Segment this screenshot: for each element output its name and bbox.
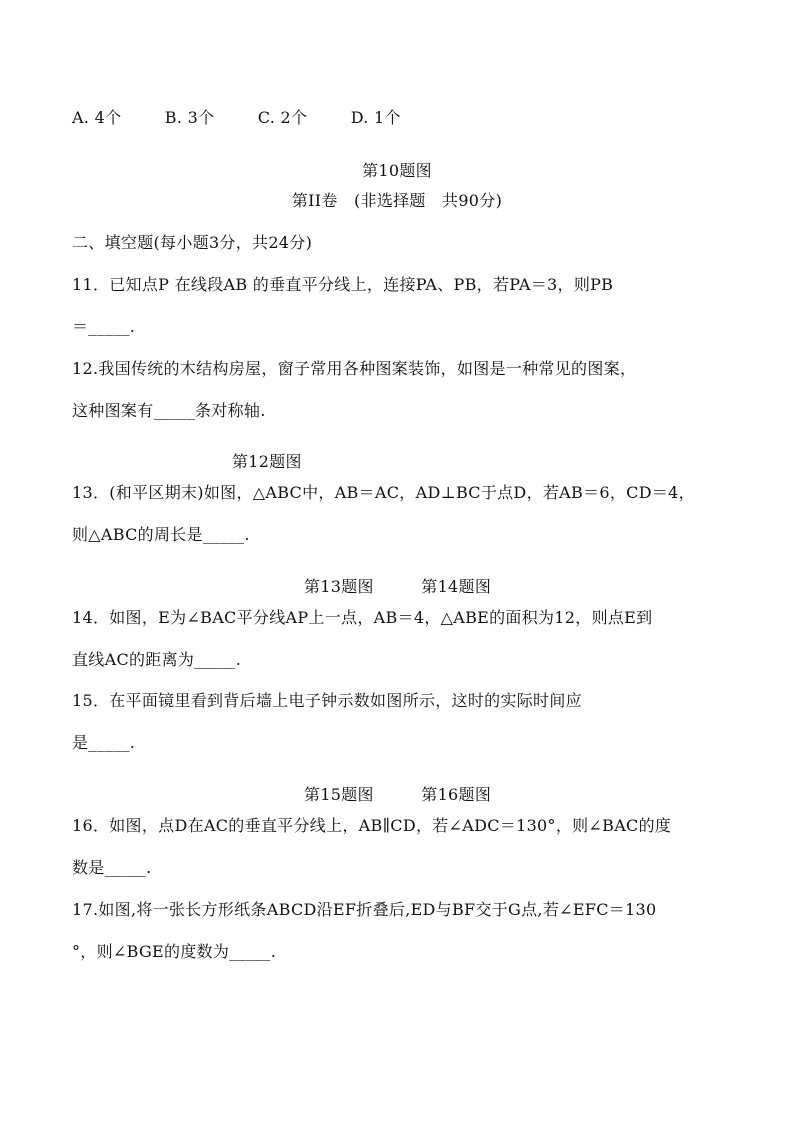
question-15-line-2: 是_____. bbox=[72, 733, 136, 752]
question-13-line-1: 13．(和平区期末)如图，△ABC中，AB＝AC，AD⊥BC于点D，若AB＝6，CD＝4， bbox=[72, 483, 695, 502]
option-d: D. 1个 bbox=[350, 108, 401, 127]
option-a: A. 4个 bbox=[72, 108, 122, 127]
question-11-line-1: 11．已知点P 在线段AB 的垂直平分线上，连接PA、PB，若PA＝3，则PB bbox=[72, 275, 614, 294]
question-17-line-2: °，则∠BGE的度数为_____. bbox=[72, 942, 277, 961]
figure-16-caption: 第16题图 bbox=[421, 785, 492, 804]
figure-12-caption: 第12题图 bbox=[232, 452, 302, 471]
option-c: C. 2个 bbox=[257, 108, 308, 127]
figure-15-caption: 第15题图 bbox=[304, 785, 374, 804]
fill-in-heading: 二、填空题(每小题3分，共24分) bbox=[72, 233, 313, 252]
figure-10-caption: 第10题图 bbox=[362, 161, 432, 180]
question-17-line-1: 17.如图,将一张长方形纸条ABCD沿EF折叠后,ED与BF交于G点,若∠EFC＝130 bbox=[72, 900, 657, 919]
figure-13-14-captions bbox=[304, 576, 704, 598]
figure-13-caption: 第13题图 bbox=[304, 577, 374, 596]
figure-14-caption: 第14题图 bbox=[421, 577, 492, 596]
question-12-line-1: 12.我国传统的木结构房屋，窗子常用各种图案装饰，如图是一种常见的图案， bbox=[72, 359, 637, 378]
question-11-line-2: ＝_____. bbox=[72, 317, 136, 336]
question-12-line-2: 这种图案有_____条对称轴. bbox=[72, 401, 266, 420]
question-14-line-2: 直线AC的距离为_____. bbox=[72, 650, 242, 669]
question-14-line-1: 14．如图，E为∠BAC平分线AP上一点，AB＝4，△ABE的面积为12，则点E到 bbox=[72, 608, 653, 627]
question-15-line-1: 15．在平面镜里看到背后墙上电子钟示数如图所示，这时的实际时间应 bbox=[72, 691, 582, 710]
question-16-line-2: 数是_____. bbox=[72, 858, 152, 877]
figure-15-16-captions bbox=[304, 784, 704, 806]
answer-options-row bbox=[72, 107, 724, 129]
question-13-line-2: 则△ABC的周长是_____. bbox=[72, 525, 250, 544]
section-2-title: 第II卷 (非选择题 共90分) bbox=[291, 191, 503, 210]
option-b: B. 3个 bbox=[164, 108, 215, 127]
question-16-line-1: 16．如图，点D在AC的垂直平分线上，AB∥CD，若∠ADC＝130°，则∠BAC的度 bbox=[72, 816, 672, 835]
